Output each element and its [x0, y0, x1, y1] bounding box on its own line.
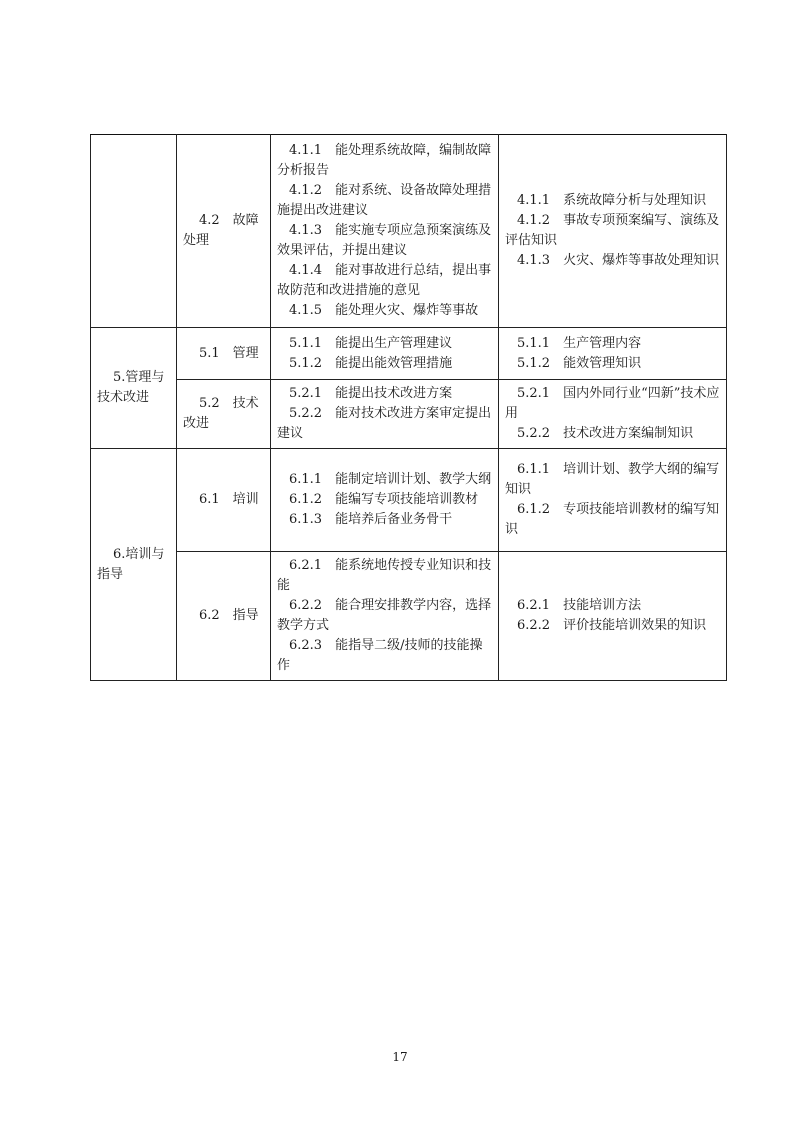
skill-item: 6.2.3 能指导二级/技师的技能操作 [277, 638, 483, 673]
area-cell: 5.1 管理 [177, 328, 271, 380]
knowledge-cell [499, 380, 727, 449]
skills-table [90, 134, 727, 681]
skill-item: 6.1.2 能编写专项技能培训教材 [289, 492, 479, 507]
skill-item: 4.1.2 能对系统、设备故障处理措施提出改进建议 [277, 183, 492, 218]
skills-cell [271, 449, 499, 552]
skill-item: 4.1.4 能对事故进行总结，提出事故防范和改进措施的意见 [277, 263, 492, 298]
table-row [91, 552, 727, 681]
skill-item: 5.1.1 能提出生产管理建议 [289, 335, 453, 351]
knowledge-item: 6.1.1 培训计划、教学大纲的编写知识 [505, 462, 720, 497]
skill-item: 4.1.5 能处理火灾、爆炸等事故 [289, 303, 479, 318]
skill-item: 6.1.1 能制定培训计划、教学大纲 [289, 472, 492, 487]
knowledge-item: 5.1.2 能效管理知识 [517, 355, 642, 371]
area-cell: 6.1 培训 [177, 449, 271, 552]
skill-item: 6.2.1 能系统地传授专业知识和技能 [277, 558, 492, 593]
skills-cell [271, 552, 499, 681]
table-row [91, 449, 727, 552]
skill-item: 5.1.2 能提出能效管理措施 [289, 355, 453, 371]
knowledge-item: 4.1.2 事故专项预案编写、演练及评估知识 [505, 213, 720, 248]
skill-item: 6.2.2 能合理安排教学内容，选择教学方式 [277, 598, 492, 633]
knowledge-item: 6.2.2 评价技能培训效果的知识 [517, 618, 707, 633]
knowledge-item: 4.1.3 火灾、爆炸等事故处理知识 [517, 253, 720, 268]
knowledge-cell [499, 449, 727, 552]
area-cell: 6.2 指导 [177, 552, 271, 681]
knowledge-item: 5.1.1 生产管理内容 [517, 335, 642, 351]
knowledge-item: 5.2.1 国内外同行业“四新”技术应用 [505, 386, 720, 421]
skill-item: 5.2.1 能提出技术改进方案 [289, 386, 453, 401]
module-cell: 5.管理与技术改进 [91, 328, 177, 449]
skills-cell [271, 328, 499, 380]
skills-cell [271, 380, 499, 449]
table-row [91, 380, 727, 449]
module-cell [91, 135, 177, 328]
skills-cell [271, 135, 499, 328]
knowledge-item: 5.2.2 技术改进方案编制知识 [517, 426, 694, 441]
skill-item: 5.2.2 能对技术改进方案审定提出建议 [277, 406, 492, 441]
knowledge-cell [499, 552, 727, 681]
page-number: 17 [392, 1050, 408, 1064]
knowledge-item: 4.1.1 系统故障分析与处理知识 [517, 193, 707, 208]
area-cell: 4.2 故障处理 [177, 135, 271, 328]
area-cell: 5.2 技术改进 [177, 380, 271, 449]
module-cell: 6.培训与指导 [91, 449, 177, 681]
table-row [91, 328, 727, 380]
knowledge-cell [499, 135, 727, 328]
skill-item: 4.1.3 能实施专项应急预案演练及效果评估，并提出建议 [277, 223, 492, 258]
knowledge-item: 6.2.1 技能培训方法 [517, 598, 642, 613]
knowledge-cell [499, 328, 727, 380]
skill-item: 4.1.1 能处理系统故障，编制故障分析报告 [277, 143, 492, 178]
skill-item: 6.1.3 能培养后备业务骨干 [289, 512, 453, 527]
knowledge-item: 6.1.2 专项技能培训教材的编写知识 [505, 502, 720, 537]
table-row [91, 135, 727, 328]
